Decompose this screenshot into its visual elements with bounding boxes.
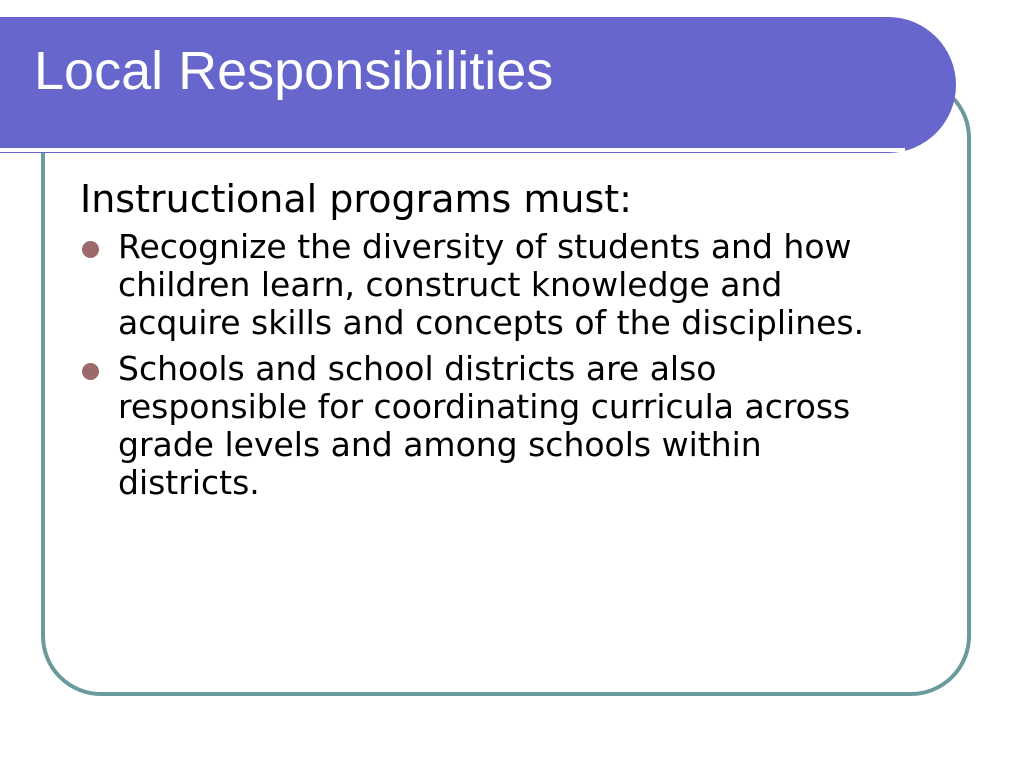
bullet-item <box>80 228 910 342</box>
slide-body <box>80 176 910 510</box>
title-underline <box>0 148 905 152</box>
bullet-icon <box>82 241 99 258</box>
intro-text: Instructional programs must: <box>80 177 632 221</box>
bullet-item <box>80 350 910 502</box>
bullet-icon <box>82 363 99 380</box>
bullet-list <box>80 228 910 502</box>
bullet-text: Schools and school districts are also responsible for coordinating curricula across grade levels and among schools within districts. <box>118 349 851 503</box>
slide-title: Local Responsibilities <box>34 41 554 101</box>
bullet-text: Recognize the diversity of students and how children learn, construct knowledge and acquire skills and concepts of the disciplines. <box>118 227 865 343</box>
